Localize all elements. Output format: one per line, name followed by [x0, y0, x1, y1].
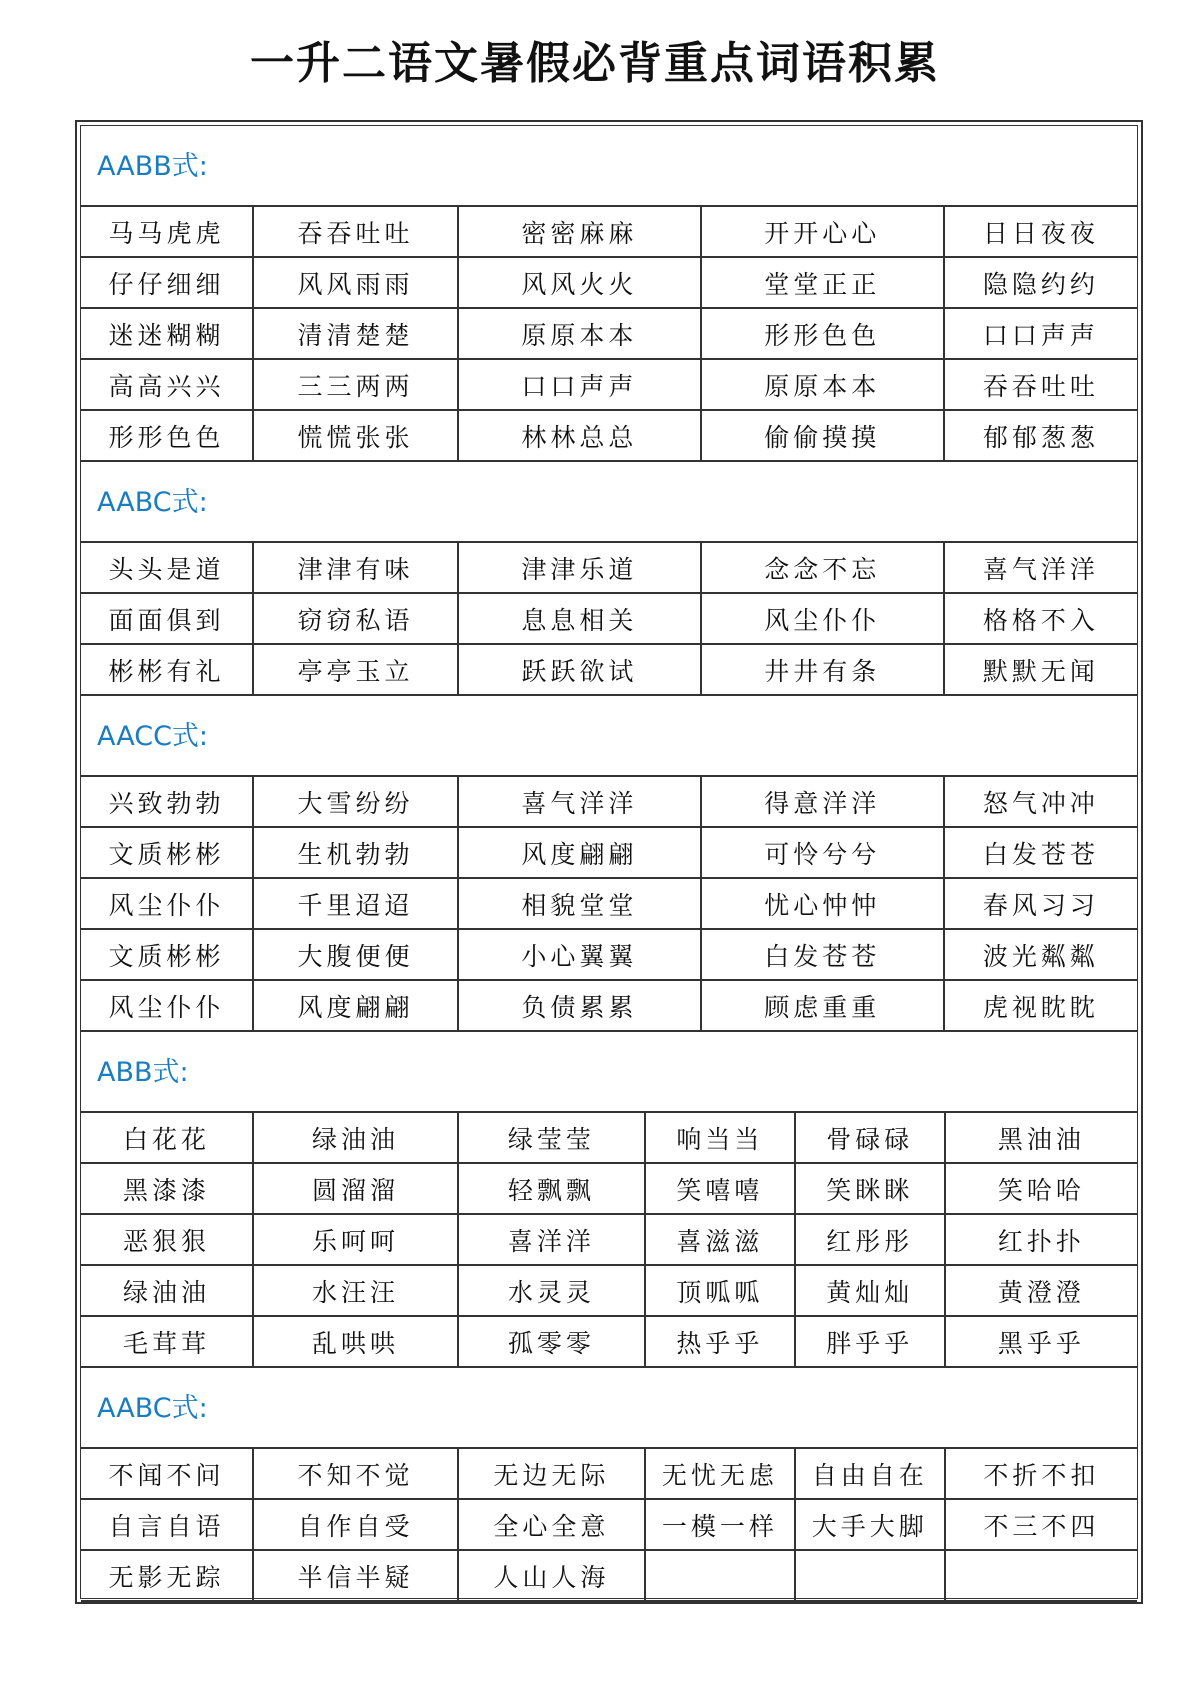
word-cell: 红彤彤: [795, 1214, 945, 1265]
word-cell: 得意洋洋: [701, 776, 944, 827]
table-row: [81, 644, 1137, 695]
word-cell: 高高兴兴: [81, 359, 253, 410]
table-row: [81, 593, 1137, 644]
word-cell: 响当当: [645, 1112, 795, 1163]
word-cell: 黑油油: [945, 1112, 1137, 1163]
word-cell: 自作自受: [253, 1499, 458, 1550]
word-cell: 红扑扑: [945, 1214, 1137, 1265]
word-cell: 清清楚楚: [253, 308, 458, 359]
table-row: [81, 878, 1137, 929]
table-row: [81, 308, 1137, 359]
word-cell: 窃窃私语: [253, 593, 458, 644]
word-cell: 息息相关: [458, 593, 701, 644]
word-cell: 文质彬彬: [81, 827, 253, 878]
word-cell: 白花花: [81, 1112, 253, 1163]
word-cell: 三三两两: [253, 359, 458, 410]
word-cell: 顾虑重重: [701, 980, 944, 1031]
table-row: [81, 929, 1137, 980]
word-cell: 跃跃欲试: [458, 644, 701, 695]
word-cell: 大雪纷纷: [253, 776, 458, 827]
word-cell: 自由自在: [795, 1448, 945, 1499]
word-cell: 白发苍苍: [944, 827, 1137, 878]
word-table: [81, 1447, 1137, 1602]
word-cell: 恶狠狠: [81, 1214, 253, 1265]
table-row: [81, 1214, 1137, 1265]
table-row: [81, 206, 1137, 257]
word-table: [81, 1111, 1137, 1368]
word-cell: 顶呱呱: [645, 1265, 795, 1316]
table-row: [81, 1550, 1137, 1601]
vocabulary-inner-frame: [80, 125, 1138, 1599]
word-cell: 黄澄澄: [945, 1265, 1137, 1316]
word-cell: 默默无闻: [944, 644, 1137, 695]
word-cell: 格格不入: [944, 593, 1137, 644]
table-row: [81, 410, 1137, 461]
table-row: [81, 776, 1137, 827]
section-title: AABB式:: [97, 151, 208, 182]
word-cell: 笑嘻嘻: [645, 1163, 795, 1214]
word-cell: 风尘仆仆: [701, 593, 944, 644]
word-cell: 喜气洋洋: [944, 542, 1137, 593]
word-cell: 黑漆漆: [81, 1163, 253, 1214]
word-cell: 波光粼粼: [944, 929, 1137, 980]
word-cell: 无影无踪: [81, 1550, 253, 1601]
word-cell: [945, 1550, 1137, 1601]
word-cell: 笑哈哈: [945, 1163, 1137, 1214]
word-cell: 春风习习: [944, 878, 1137, 929]
word-cell: 怒气冲冲: [944, 776, 1137, 827]
word-cell: 吞吞吐吐: [253, 206, 458, 257]
word-cell: 大腹便便: [253, 929, 458, 980]
word-cell: 开开心心: [701, 206, 944, 257]
word-cell: 井井有条: [701, 644, 944, 695]
word-cell: 喜气洋洋: [458, 776, 701, 827]
page-title: 一升二语文暑假必背重点词语积累: [250, 38, 940, 89]
word-cell: 热乎乎: [645, 1316, 795, 1367]
word-cell: 大手大脚: [795, 1499, 945, 1550]
word-cell: 风风火火: [458, 257, 701, 308]
word-cell: 小心翼翼: [458, 929, 701, 980]
word-table: [81, 205, 1137, 462]
word-cell: 不知不觉: [253, 1448, 458, 1499]
word-cell: 迷迷糊糊: [81, 308, 253, 359]
section-header: [81, 696, 1137, 775]
word-cell: 水灵灵: [458, 1265, 645, 1316]
word-cell: 不三不四: [945, 1499, 1137, 1550]
word-cell: 不闻不问: [81, 1448, 253, 1499]
table-row: [81, 359, 1137, 410]
word-cell: 原原本本: [701, 359, 944, 410]
word-cell: 津津乐道: [458, 542, 701, 593]
table-row: [81, 1316, 1137, 1367]
word-cell: 圆溜溜: [253, 1163, 458, 1214]
section-header: [81, 1032, 1137, 1111]
word-cell: 生机勃勃: [253, 827, 458, 878]
section-title: AABC式:: [97, 487, 208, 518]
word-cell: 无边无际: [458, 1448, 645, 1499]
word-cell: 笑眯眯: [795, 1163, 945, 1214]
word-cell: 白发苍苍: [701, 929, 944, 980]
table-row: [81, 1112, 1137, 1163]
section-title: AABC式:: [97, 1393, 208, 1424]
word-cell: 彬彬有礼: [81, 644, 253, 695]
word-cell: 林林总总: [458, 410, 701, 461]
table-row: [81, 257, 1137, 308]
word-cell: 绿莹莹: [458, 1112, 645, 1163]
word-cell: 隐隐约约: [944, 257, 1137, 308]
word-cell: 郁郁葱葱: [944, 410, 1137, 461]
table-row: [81, 980, 1137, 1031]
word-cell: 无忧无虑: [645, 1448, 795, 1499]
word-cell: 吞吞吐吐: [944, 359, 1137, 410]
word-cell: 堂堂正正: [701, 257, 944, 308]
word-cell: 津津有味: [253, 542, 458, 593]
section-header: [81, 462, 1137, 541]
section-header: [81, 126, 1137, 205]
word-cell: 喜洋洋: [458, 1214, 645, 1265]
word-cell: 绿油油: [81, 1265, 253, 1316]
vocabulary-frame: [75, 120, 1143, 1604]
word-cell: 不折不扣: [945, 1448, 1137, 1499]
word-cell: 自言自语: [81, 1499, 253, 1550]
word-cell: 念念不忘: [701, 542, 944, 593]
section-title: AACC式:: [97, 721, 209, 752]
word-table: [81, 541, 1137, 696]
section-title: ABB式:: [97, 1057, 189, 1088]
word-cell: 形形色色: [701, 308, 944, 359]
word-cell: 相貌堂堂: [458, 878, 701, 929]
word-cell: 千里迢迢: [253, 878, 458, 929]
word-cell: 黑乎乎: [945, 1316, 1137, 1367]
word-table: [81, 775, 1137, 1032]
word-cell: 忧心忡忡: [701, 878, 944, 929]
word-cell: 风度翩翩: [253, 980, 458, 1031]
word-cell: 风风雨雨: [253, 257, 458, 308]
word-cell: 兴致勃勃: [81, 776, 253, 827]
section-header: [81, 1368, 1137, 1447]
word-cell: 喜滋滋: [645, 1214, 795, 1265]
table-row: [81, 1448, 1137, 1499]
word-cell: 毛茸茸: [81, 1316, 253, 1367]
word-cell: 慌慌张张: [253, 410, 458, 461]
word-cell: 负债累累: [458, 980, 701, 1031]
word-cell: 口口声声: [944, 308, 1137, 359]
word-cell: 面面俱到: [81, 593, 253, 644]
word-cell: 马马虎虎: [81, 206, 253, 257]
word-cell: 头头是道: [81, 542, 253, 593]
word-cell: 风度翩翩: [458, 827, 701, 878]
word-cell: 仔仔细细: [81, 257, 253, 308]
word-cell: 口口声声: [458, 359, 701, 410]
word-cell: [795, 1550, 945, 1601]
word-cell: 形形色色: [81, 410, 253, 461]
word-cell: 原原本本: [458, 308, 701, 359]
word-cell: 人山人海: [458, 1550, 645, 1601]
word-cell: 文质彬彬: [81, 929, 253, 980]
word-cell: 亭亭玉立: [253, 644, 458, 695]
word-cell: 全心全意: [458, 1499, 645, 1550]
word-cell: 胖乎乎: [795, 1316, 945, 1367]
word-cell: 半信半疑: [253, 1550, 458, 1601]
word-cell: 可怜兮兮: [701, 827, 944, 878]
word-cell: 偷偷摸摸: [701, 410, 944, 461]
word-cell: 风尘仆仆: [81, 980, 253, 1031]
word-cell: 黄灿灿: [795, 1265, 945, 1316]
word-cell: 虎视眈眈: [944, 980, 1137, 1031]
word-cell: 乱哄哄: [253, 1316, 458, 1367]
word-cell: 一模一样: [645, 1499, 795, 1550]
word-cell: 轻飘飘: [458, 1163, 645, 1214]
word-cell: 风尘仆仆: [81, 878, 253, 929]
word-cell: 密密麻麻: [458, 206, 701, 257]
word-cell: 日日夜夜: [944, 206, 1137, 257]
word-cell: [645, 1550, 795, 1601]
word-cell: 孤零零: [458, 1316, 645, 1367]
word-cell: 乐呵呵: [253, 1214, 458, 1265]
table-row: [81, 1163, 1137, 1214]
word-cell: 绿油油: [253, 1112, 458, 1163]
word-cell: 水汪汪: [253, 1265, 458, 1316]
table-row: [81, 1499, 1137, 1550]
table-row: [81, 542, 1137, 593]
table-row: [81, 827, 1137, 878]
table-row: [81, 1265, 1137, 1316]
word-cell: 骨碌碌: [795, 1112, 945, 1163]
